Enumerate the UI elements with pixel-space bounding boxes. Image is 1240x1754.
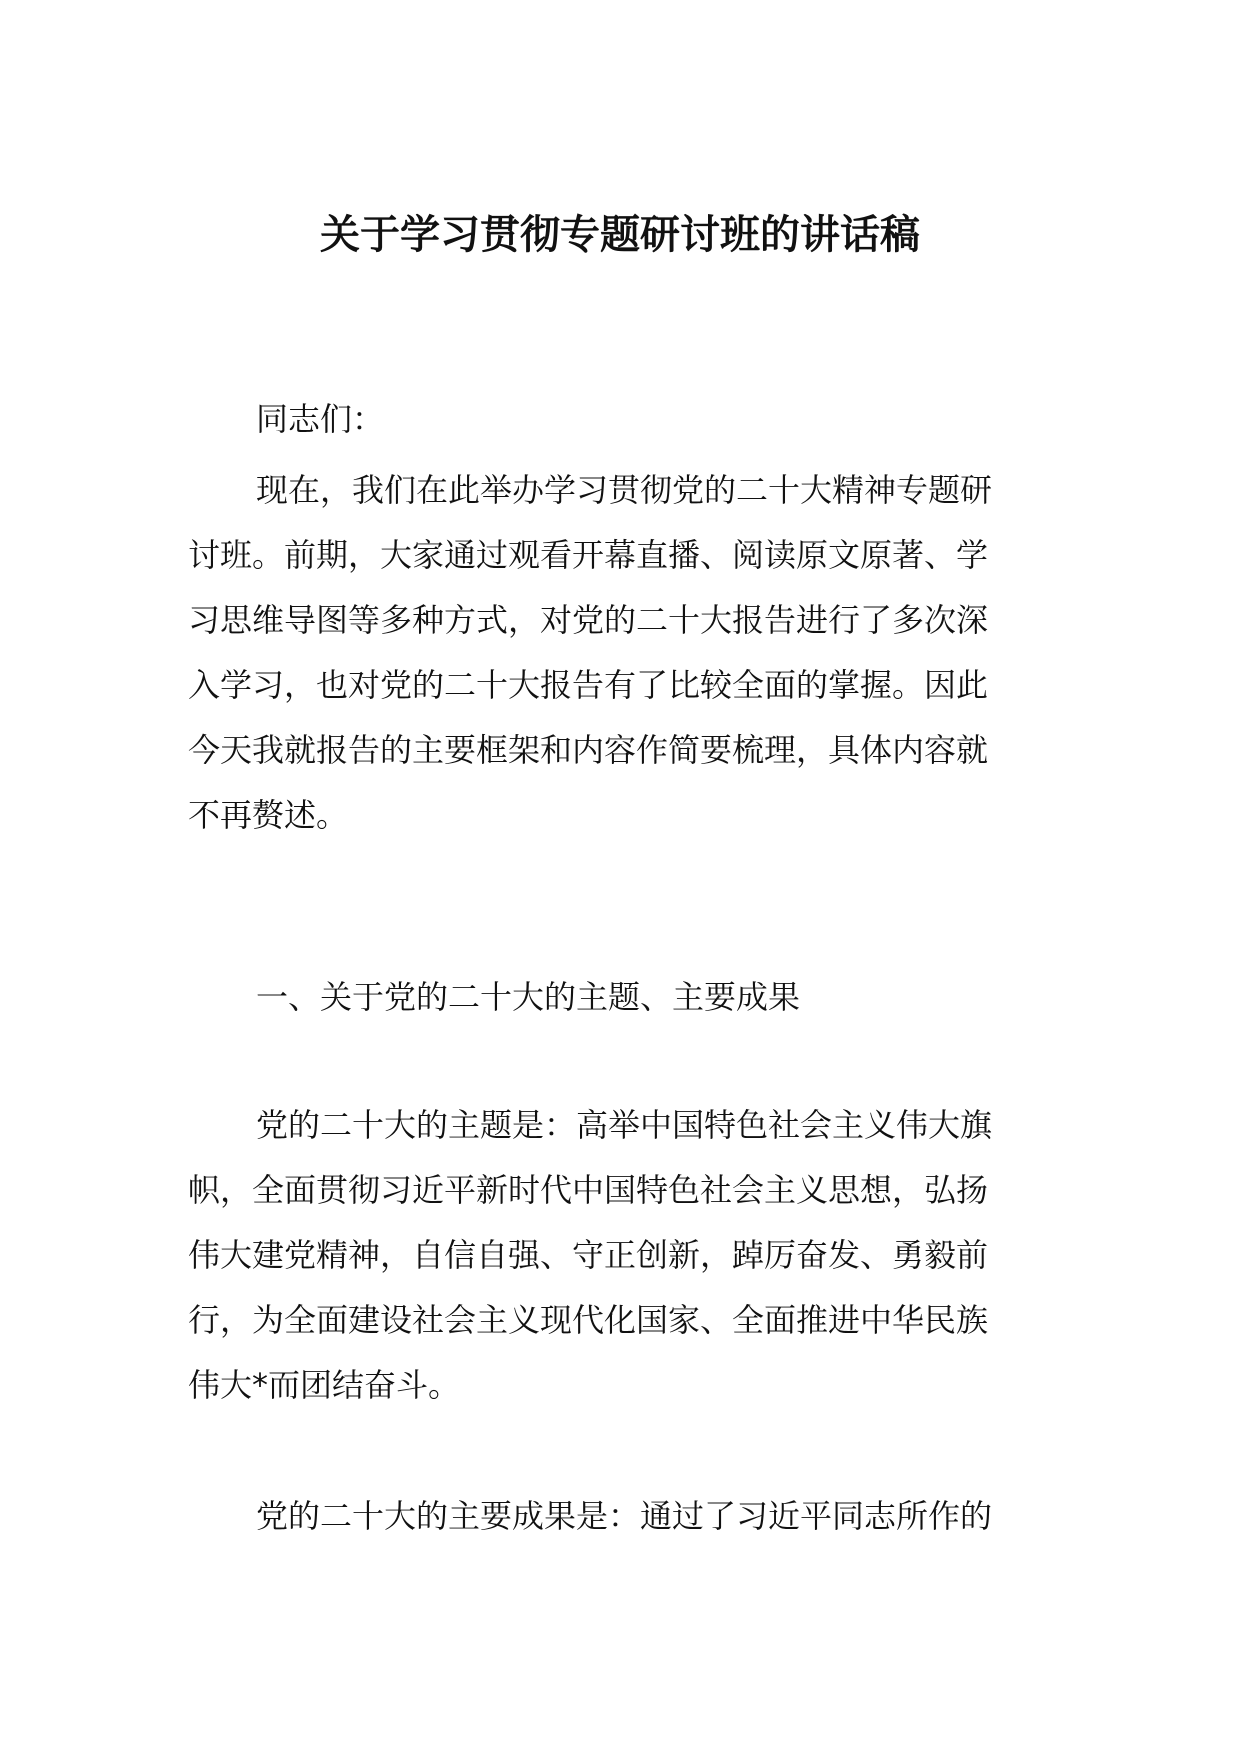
text-line: 党的二十大的主要成果是：通过了习近平同志所作的: [256, 1497, 993, 1535]
paragraph-results: [188, 1484, 1058, 1549]
section-heading-text: 一、关于党的二十大的主题、主要成果: [256, 978, 801, 1016]
salutation: [188, 387, 1058, 452]
text-line: 讨班。前期，大家通过观看开幕直播、阅读原文原著、学: [188, 536, 989, 574]
text-line: 入学习，也对党的二十大报告有了比较全面的掌握。因此: [188, 666, 989, 704]
text-line: 伟大建党精神，自信自强、守正创新，踔厉奋发、勇毅前: [188, 1236, 989, 1274]
text-line: 行，为全面建设社会主义现代化国家、全面推进中华民族: [188, 1301, 989, 1339]
text-line: 帜，全面贯彻习近平新时代中国特色社会主义思想，弘扬: [188, 1171, 989, 1209]
text-line: 现在，我们在此举办学习贯彻党的二十大精神专题研: [256, 471, 993, 509]
salutation-text: 同志们：: [256, 400, 385, 438]
text-line: 伟大*而团结奋斗。: [188, 1366, 461, 1404]
document-title: 关于学习贯彻专题研讨班的讲话稿: [320, 212, 920, 258]
text-line: 党的二十大的主题是：高举中国特色社会主义伟大旗: [256, 1106, 993, 1144]
paragraph-theme: [188, 1093, 1058, 1418]
text-line: 今天我就报告的主要框架和内容作简要梳理，具体内容就: [188, 731, 989, 769]
text-line: 习思维导图等多种方式，对党的二十大报告进行了多次深: [188, 601, 989, 639]
text-line: 不再赘述。: [188, 796, 349, 834]
paragraph-intro: [188, 458, 1058, 848]
section-heading: [188, 965, 1058, 1030]
